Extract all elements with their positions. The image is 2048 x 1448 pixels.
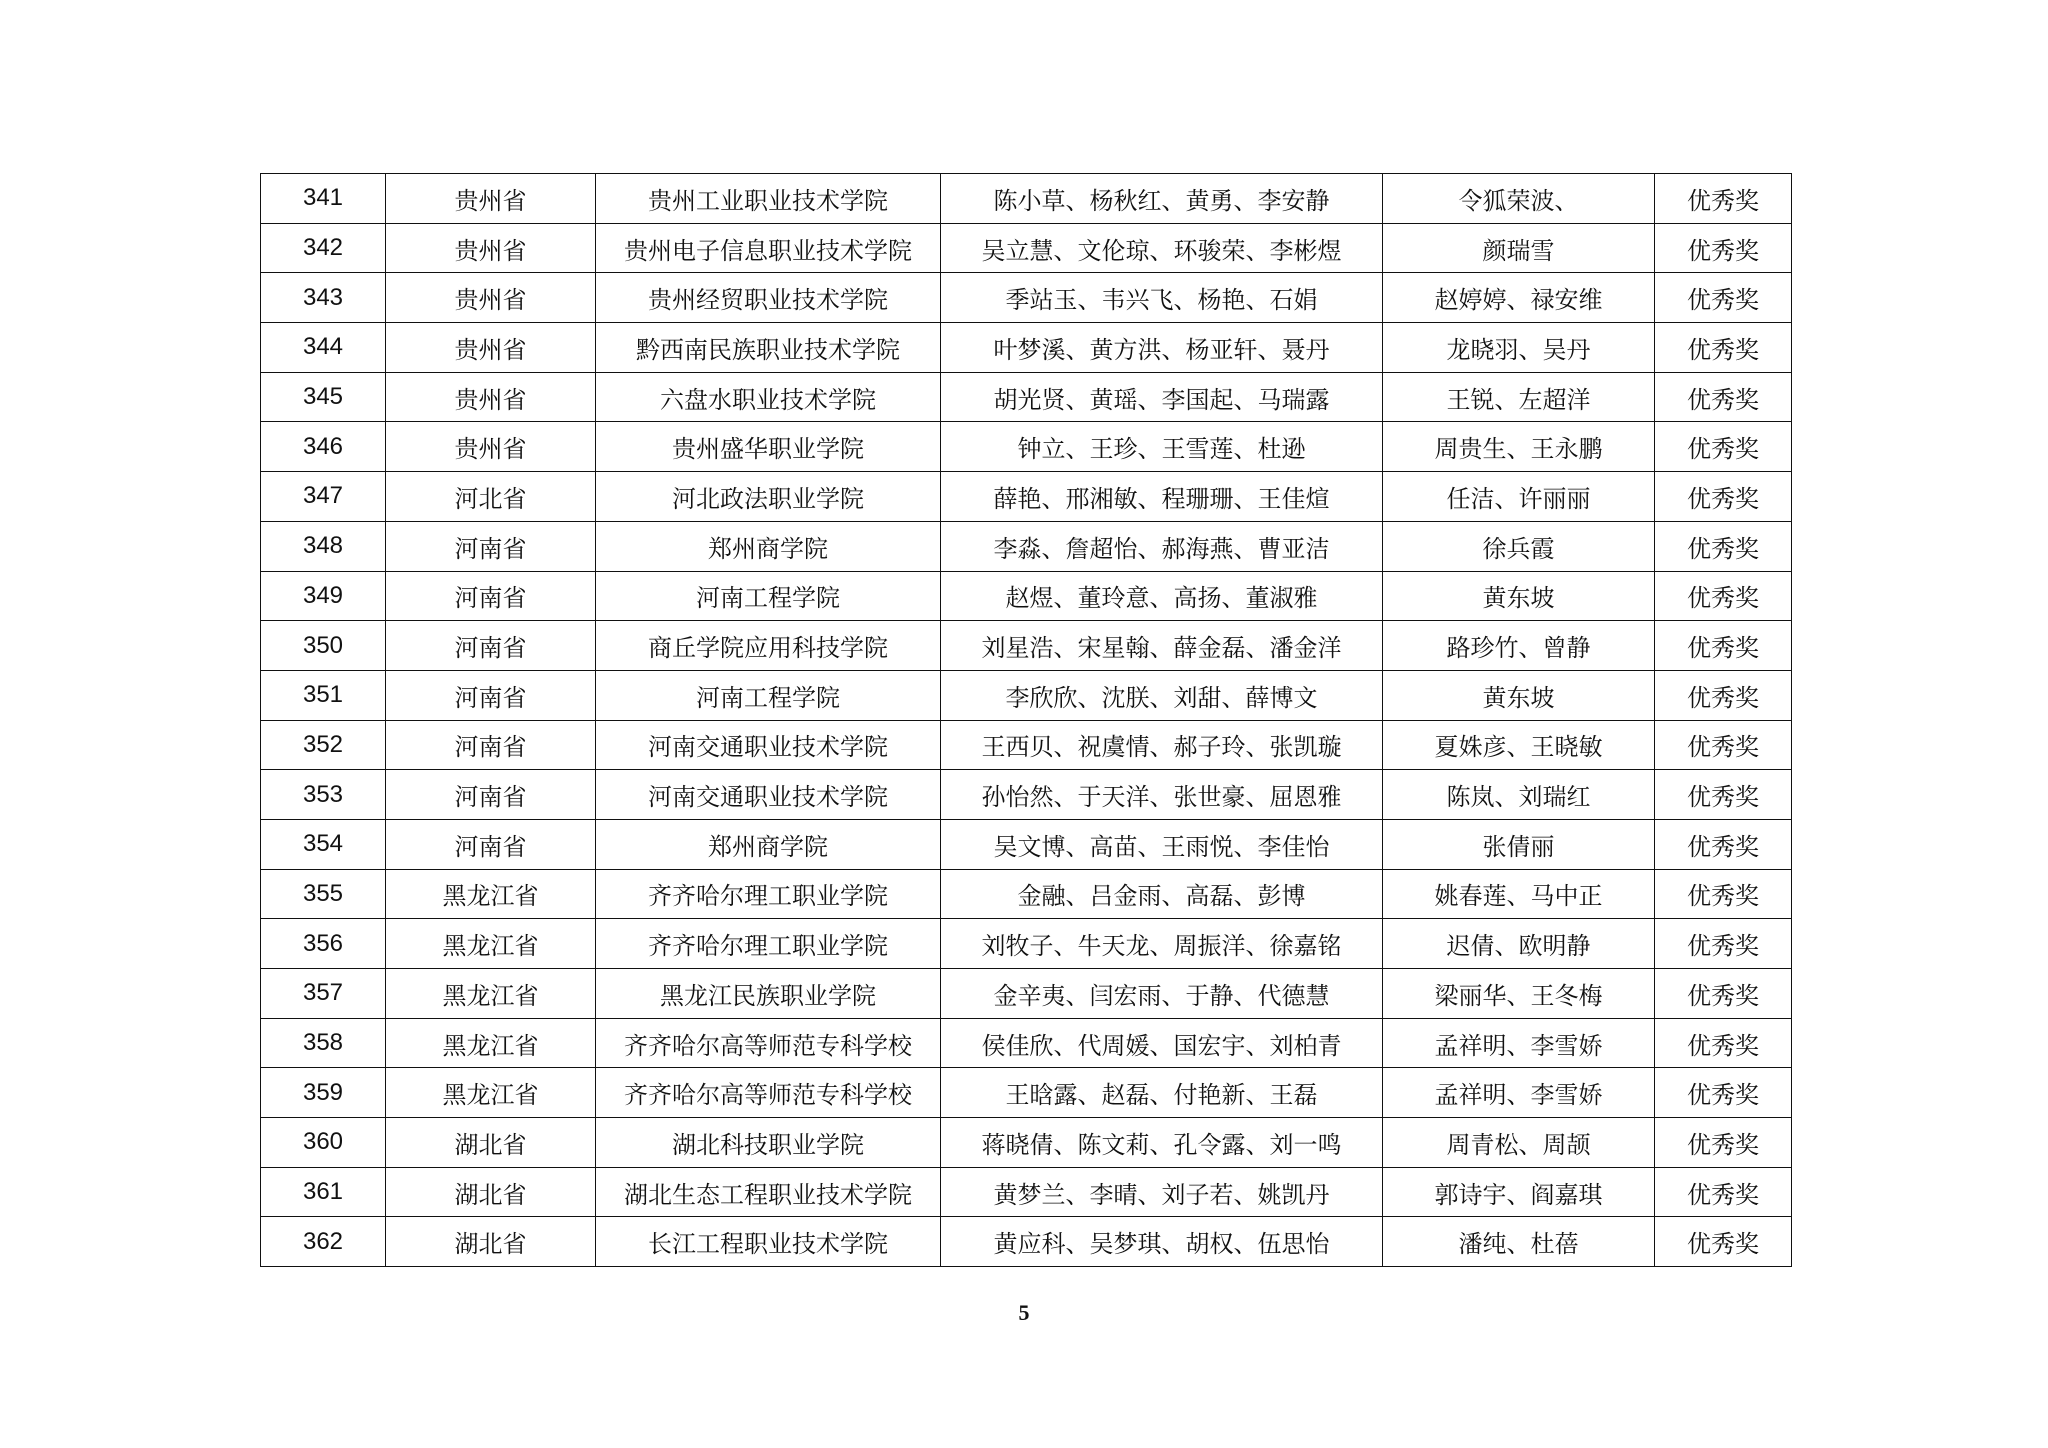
cell-number: 350 xyxy=(261,621,386,671)
cell-students: 蒋晓倩、陈文莉、孔令露、刘一鸣 xyxy=(941,1118,1383,1168)
cell-school: 齐齐哈尔理工职业学院 xyxy=(596,869,941,919)
cell-school: 黑龙江民族职业学院 xyxy=(596,969,941,1019)
table-row xyxy=(261,472,1792,522)
cell-award: 优秀奖 xyxy=(1655,273,1792,323)
cell-award: 优秀奖 xyxy=(1655,174,1792,224)
cell-school: 商丘学院应用科技学院 xyxy=(596,621,941,671)
table-row xyxy=(261,273,1792,323)
cell-number: 348 xyxy=(261,521,386,571)
cell-province: 贵州省 xyxy=(386,273,596,323)
cell-students: 金辛夷、闫宏雨、于静、代德慧 xyxy=(941,969,1383,1019)
table-row xyxy=(261,174,1792,224)
cell-school: 六盘水职业技术学院 xyxy=(596,372,941,422)
table-row xyxy=(261,1068,1792,1118)
cell-province: 河南省 xyxy=(386,571,596,621)
table-row xyxy=(261,1118,1792,1168)
cell-province: 黑龙江省 xyxy=(386,869,596,919)
cell-students: 李欣欣、沈朕、刘甜、薛博文 xyxy=(941,670,1383,720)
cell-number: 347 xyxy=(261,472,386,522)
cell-award: 优秀奖 xyxy=(1655,1167,1792,1217)
cell-award: 优秀奖 xyxy=(1655,1118,1792,1168)
cell-number: 343 xyxy=(261,273,386,323)
cell-teachers: 徐兵霞 xyxy=(1383,521,1655,571)
table-row xyxy=(261,670,1792,720)
cell-school: 黔西南民族职业技术学院 xyxy=(596,323,941,373)
cell-teachers: 王锐、左超洋 xyxy=(1383,372,1655,422)
cell-school: 齐齐哈尔高等师范专科学校 xyxy=(596,1068,941,1118)
table-row xyxy=(261,969,1792,1019)
table-row xyxy=(261,919,1792,969)
cell-number: 361 xyxy=(261,1167,386,1217)
cell-teachers: 潘纯、杜蓓 xyxy=(1383,1217,1655,1267)
cell-school: 湖北科技职业学院 xyxy=(596,1118,941,1168)
cell-teachers: 张倩丽 xyxy=(1383,819,1655,869)
cell-teachers: 孟祥明、李雪娇 xyxy=(1383,1018,1655,1068)
cell-number: 362 xyxy=(261,1217,386,1267)
cell-school: 河南工程学院 xyxy=(596,571,941,621)
cell-students: 侯佳欣、代周媛、国宏宇、刘柏青 xyxy=(941,1018,1383,1068)
cell-province: 湖北省 xyxy=(386,1118,596,1168)
cell-school: 齐齐哈尔高等师范专科学校 xyxy=(596,1018,941,1068)
cell-students: 金融、吕金雨、高磊、彭博 xyxy=(941,869,1383,919)
cell-number: 360 xyxy=(261,1118,386,1168)
cell-province: 河南省 xyxy=(386,670,596,720)
cell-award: 优秀奖 xyxy=(1655,770,1792,820)
cell-award: 优秀奖 xyxy=(1655,323,1792,373)
cell-award: 优秀奖 xyxy=(1655,223,1792,273)
cell-school: 郑州商学院 xyxy=(596,521,941,571)
cell-province: 黑龙江省 xyxy=(386,1018,596,1068)
cell-teachers: 夏姝彦、王晓敏 xyxy=(1383,720,1655,770)
page-number: 5 xyxy=(1018,1300,1030,1325)
cell-number: 342 xyxy=(261,223,386,273)
cell-number: 356 xyxy=(261,919,386,969)
cell-province: 黑龙江省 xyxy=(386,1068,596,1118)
cell-school: 郑州商学院 xyxy=(596,819,941,869)
cell-number: 359 xyxy=(261,1068,386,1118)
cell-students: 胡光贤、黄瑶、李国起、马瑞露 xyxy=(941,372,1383,422)
cell-province: 贵州省 xyxy=(386,323,596,373)
cell-number: 355 xyxy=(261,869,386,919)
cell-award: 优秀奖 xyxy=(1655,621,1792,671)
cell-teachers: 孟祥明、李雪娇 xyxy=(1383,1068,1655,1118)
cell-teachers: 令狐荣波、 xyxy=(1383,174,1655,224)
cell-teachers: 龙晓羽、吴丹 xyxy=(1383,323,1655,373)
cell-students: 吴立慧、文伦琼、环骏荣、李彬煜 xyxy=(941,223,1383,273)
table-row xyxy=(261,621,1792,671)
cell-school: 河南交通职业技术学院 xyxy=(596,720,941,770)
cell-province: 贵州省 xyxy=(386,422,596,472)
cell-province: 河南省 xyxy=(386,770,596,820)
cell-students: 季站玉、韦兴飞、杨艳、石娟 xyxy=(941,273,1383,323)
cell-school: 贵州工业职业技术学院 xyxy=(596,174,941,224)
cell-students: 王西贝、祝虞情、郝子玲、张凯璇 xyxy=(941,720,1383,770)
table-row xyxy=(261,223,1792,273)
cell-province: 贵州省 xyxy=(386,372,596,422)
cell-teachers: 赵婷婷、禄安维 xyxy=(1383,273,1655,323)
table-row xyxy=(261,521,1792,571)
table-row xyxy=(261,1018,1792,1068)
cell-school: 河南工程学院 xyxy=(596,670,941,720)
cell-number: 357 xyxy=(261,969,386,1019)
cell-award: 优秀奖 xyxy=(1655,720,1792,770)
cell-province: 贵州省 xyxy=(386,174,596,224)
cell-students: 黄应科、吴梦琪、胡权、伍思怡 xyxy=(941,1217,1383,1267)
award-list-table xyxy=(260,173,1792,1267)
cell-students: 陈小草、杨秋红、黄勇、李安静 xyxy=(941,174,1383,224)
table-row xyxy=(261,819,1792,869)
table-row xyxy=(261,323,1792,373)
cell-award: 优秀奖 xyxy=(1655,869,1792,919)
cell-students: 吴文博、高苗、王雨悦、李佳怡 xyxy=(941,819,1383,869)
cell-students: 孙怡然、于天洋、张世豪、屈恩雅 xyxy=(941,770,1383,820)
cell-students: 薛艳、邢湘敏、程珊珊、王佳煊 xyxy=(941,472,1383,522)
cell-teachers: 颜瑞雪 xyxy=(1383,223,1655,273)
cell-award: 优秀奖 xyxy=(1655,521,1792,571)
cell-teachers: 郭诗宇、阎嘉琪 xyxy=(1383,1167,1655,1217)
cell-award: 优秀奖 xyxy=(1655,422,1792,472)
cell-number: 358 xyxy=(261,1018,386,1068)
table-row xyxy=(261,720,1792,770)
cell-province: 黑龙江省 xyxy=(386,969,596,1019)
cell-number: 349 xyxy=(261,571,386,621)
cell-school: 河北政法职业学院 xyxy=(596,472,941,522)
cell-province: 湖北省 xyxy=(386,1167,596,1217)
cell-school: 湖北生态工程职业技术学院 xyxy=(596,1167,941,1217)
cell-students: 王晗露、赵磊、付艳新、王磊 xyxy=(941,1068,1383,1118)
table-row xyxy=(261,1217,1792,1267)
cell-award: 优秀奖 xyxy=(1655,819,1792,869)
cell-students: 黄梦兰、李晴、刘子若、姚凯丹 xyxy=(941,1167,1383,1217)
cell-school: 齐齐哈尔理工职业学院 xyxy=(596,919,941,969)
cell-school: 贵州电子信息职业技术学院 xyxy=(596,223,941,273)
cell-award: 优秀奖 xyxy=(1655,1018,1792,1068)
cell-students: 李淼、詹超怡、郝海燕、曹亚洁 xyxy=(941,521,1383,571)
cell-province: 河南省 xyxy=(386,621,596,671)
cell-students: 刘牧子、牛天龙、周振洋、徐嘉铭 xyxy=(941,919,1383,969)
cell-number: 341 xyxy=(261,174,386,224)
table-row xyxy=(261,1167,1792,1217)
table-row xyxy=(261,372,1792,422)
cell-province: 河南省 xyxy=(386,819,596,869)
cell-award: 优秀奖 xyxy=(1655,372,1792,422)
cell-province: 湖北省 xyxy=(386,1217,596,1267)
cell-students: 赵煜、董玲意、高扬、董淑雅 xyxy=(941,571,1383,621)
cell-number: 346 xyxy=(261,422,386,472)
table-row xyxy=(261,770,1792,820)
cell-teachers: 周贵生、王永鹏 xyxy=(1383,422,1655,472)
cell-teachers: 陈岚、刘瑞红 xyxy=(1383,770,1655,820)
cell-teachers: 黄东坡 xyxy=(1383,571,1655,621)
cell-number: 344 xyxy=(261,323,386,373)
cell-award: 优秀奖 xyxy=(1655,1068,1792,1118)
cell-award: 优秀奖 xyxy=(1655,571,1792,621)
cell-teachers: 姚春莲、马中正 xyxy=(1383,869,1655,919)
cell-province: 河北省 xyxy=(386,472,596,522)
cell-students: 钟立、王珍、王雪莲、杜逊 xyxy=(941,422,1383,472)
cell-teachers: 梁丽华、王冬梅 xyxy=(1383,969,1655,1019)
cell-award: 优秀奖 xyxy=(1655,919,1792,969)
cell-number: 354 xyxy=(261,819,386,869)
cell-school: 贵州盛华职业学院 xyxy=(596,422,941,472)
table-row xyxy=(261,869,1792,919)
cell-students: 刘星浩、宋星翰、薛金磊、潘金洋 xyxy=(941,621,1383,671)
cell-teachers: 路珍竹、曾静 xyxy=(1383,621,1655,671)
cell-number: 352 xyxy=(261,720,386,770)
table-row xyxy=(261,422,1792,472)
cell-number: 351 xyxy=(261,670,386,720)
cell-award: 优秀奖 xyxy=(1655,1217,1792,1267)
cell-province: 黑龙江省 xyxy=(386,919,596,969)
cell-province: 河南省 xyxy=(386,521,596,571)
cell-school: 贵州经贸职业技术学院 xyxy=(596,273,941,323)
cell-teachers: 迟倩、欧明静 xyxy=(1383,919,1655,969)
cell-teachers: 黄东坡 xyxy=(1383,670,1655,720)
cell-teachers: 任洁、许丽丽 xyxy=(1383,472,1655,522)
cell-number: 353 xyxy=(261,770,386,820)
award-list-body xyxy=(261,174,1792,1267)
table-row xyxy=(261,571,1792,621)
cell-students: 叶梦溪、黄方洪、杨亚轩、聂丹 xyxy=(941,323,1383,373)
cell-school: 长江工程职业技术学院 xyxy=(596,1217,941,1267)
cell-teachers: 周青松、周颉 xyxy=(1383,1118,1655,1168)
cell-province: 贵州省 xyxy=(386,223,596,273)
cell-award: 优秀奖 xyxy=(1655,472,1792,522)
cell-award: 优秀奖 xyxy=(1655,969,1792,1019)
cell-award: 优秀奖 xyxy=(1655,670,1792,720)
cell-school: 河南交通职业技术学院 xyxy=(596,770,941,820)
cell-province: 河南省 xyxy=(386,720,596,770)
cell-number: 345 xyxy=(261,372,386,422)
